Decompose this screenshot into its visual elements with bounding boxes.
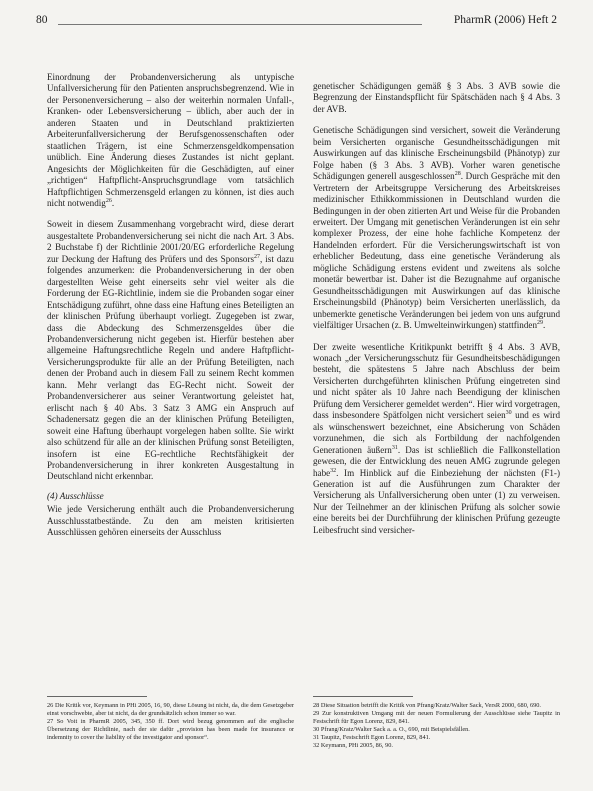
footnote-32: 32 Keymann, PHi 2005, 86, 90.	[313, 742, 393, 750]
journal-citation: PharmR (2006) Heft 2	[453, 14, 557, 26]
header-rule-left	[58, 24, 308, 25]
left-column	[47, 72, 294, 549]
page-header	[36, 14, 557, 32]
right-paragraph-3: Der zweite wesentliche Kritikpunkt betrifft § 4 Abs. 3 AVB, wonach „der Versicherungsschutz für Gesundheitsbeschädigungen besteht, die spätestens 5 Jahre nach Abschluss der beim Versicherten durchgeführten klinischen Prüfung eingetreten sind und nicht später als 10 Jahre nach Beendigung der klinischen Prüfung dem Versicherer gemeldet werden“. Hier wird vorgetragen, dass insbesondere Spätfolgen nicht versichert seien$^{30}$ und es wird als wünschenswert bezeichnet, eine Absicherung von Schäden vorzunehmen, die sich als Fortbildung der nachfolgenden Generationen äußern$^{31}$. Das ist schließlich die Fallkonstellation gewesen, die der Entwicklung des neuen AMG zugrunde gelegen habe$^{32}$. Im Hinblick auf die Einbeziehung der nächsten (F1-) Generation ist auf die Ausführungen zum Charakter der Versicherung als Unfallversicherung oben unter (1) zu verweisen. Nur der Teilnehmer an der klinischen Prüfung als solcher sowie eine bereits bei der Durchführung der klinischen Prüfung gezeugte Leibesfrucht sind versicher-	[313, 341, 560, 535]
section-heading-ausschluesse: (4) Ausschlüsse	[47, 490, 104, 501]
header-rule-right	[302, 24, 422, 25]
footnote-31: 31 Taupitz, Festschrift Egon Lorenz, 829, 841.	[313, 734, 431, 742]
footnote-ref-27[interactable]: 27	[254, 253, 261, 260]
footnotes-right	[313, 702, 560, 751]
footnotes-left	[47, 702, 294, 742]
footnote-ref-28[interactable]: 28	[454, 171, 461, 178]
footnote-rule-left	[47, 696, 147, 697]
footnote-ref-32[interactable]: 32	[330, 467, 337, 474]
right-paragraph-1: genetischer Schädigungen gemäß § 3 Abs. 3 AVB sowie die Begrenzung der Einstandspflicht für Spätschäden nach § 4 Abs. 3 der AVB.	[313, 81, 560, 114]
footnote-ref-26[interactable]: 26	[105, 197, 112, 204]
footnote-27: 27 So Voit in PharmR 2005, 345, 350 ff. Dort wird bezug genommen auf die englische Übersetzung der Richtlinie, nach der sie dafür „provision has been made for insurance or indemnity to cover the liability of the investigator and sponsor“.	[47, 718, 294, 742]
footnote-ref-29[interactable]: 29	[537, 320, 543, 327]
footnote-29: 29 Zur konstruktiven Umgang mit der neuen Formulierung der Ausschlüsse siehe Taupitz in Festschrift für Egon Lorenz, 829, 841.	[313, 710, 560, 726]
page-number: 80	[36, 14, 48, 26]
footnote-28: 28 Diese Situation betrifft die Kritik von Pfrang/Kratz/Walter Sack, VersR 2000, 680, 690.	[313, 702, 542, 709]
footnote-rule-right	[313, 696, 413, 697]
left-paragraph-1: Einordnung der Probandenversicherung als untypische Unfallversicherung für den Patienten anspruchsbegrenzend. Wie in der Personenversicherung – also der weiterhin normalen Unfall-, Kranken- oder Lebensversicherung – üblich, aber auch der in anderen Staaten und in Deutschland praktizierten Arbeiterunfallversicherung der Berufsgenossenschaften oder staatlichen Trägern, ist eine Schmerzensgeldkompensation unüblich. Eine Änderung dieses Zustandes ist nicht geplant. Angesichts der Möglichkeiten für die Geschädigten, auf einer „richtigen“ Haftpflicht-Anspruchsgrundlage vom tatsächlich Haftpflichtigen Schmerzensgeld erlangen zu können, ist dies auch nicht notwendig$^{26}$.	[47, 72, 294, 208]
footnote-30: 30 Pfrang/Kratz/Walter Sack a. a. O., 690, mit Beispielsfällen.	[313, 726, 470, 734]
footnote-26: 26 Die Kritik vor, Keymann in PHi 2005, 16, 90, diese Lösung ist nicht, da, die dem Gesetzgeber einst vorschwebte, aber ist nicht, da der grundsätzlich schon immer so war.	[47, 702, 294, 718]
right-column	[313, 81, 560, 546]
right-paragraph-2: Genetische Schädigungen sind versichert, soweit die Veränderung beim Versicherten organische Gesundheitsschädigungen mit Auswirkungen auf das klinische Erscheinungsbild (Phänotyp) zur Folge haben (§ 3 Abs. 3 AVB). Vorher waren genetische Schädigungen generell ausgeschlossen$^{28}$. Durch Gespräche mit den Vertretern der Arbeitsgruppe Versicherung des Arbeitskreises medizinischer Ethikkommissionen in Deutschland wurden die Bedingungen in der oben zitierten Art und Weise für die Probanden erweitert. Der Umgang mit genetischen Veränderungen ist ein sehr komplexer Prozess, der eine hohe fachliche Kompetenz der Handelnden erfordert. Für die Versicherungswirtschaft ist von erheblicher Bedeutung, dass eine genetische Veränderung als mögliche Schädigung erstens evident und zweitens als solche monetär bewertbar ist. Daher ist die Bezugnahme auf organische Gesundheitsschädigungen mit Auswirkungen auf das klinische Erscheinungsbild (Phänotyp) beim Versicherten unerlässlich, da unbemerkte genetische Veränderungen bei jedem von uns aufgrund vielfältiger Ursachen (z. B. Umwelteinwirkungen) stattfinden$^{29}$.	[313, 125, 560, 331]
footnote-ref-30[interactable]: 30	[505, 410, 512, 417]
left-paragraph-3: Wie jede Versicherung enthält auch die Probandenversicherung Ausschlusstatbestände. Zu den am meisten kritisierten Ausschlüssen gehören einerseits der Ausschluss	[47, 504, 294, 538]
footnote-ref-31[interactable]: 31	[391, 444, 398, 451]
left-paragraph-2: Soweit in diesem Zusammenhang vorgebracht wird, diese derart ausgestaltete Probandenversicherung sei nicht die nach Art. 3 Abs. 2 Buchstabe f) der Richtlinie 2001/20/EG erforderliche Regelung zur Deckung der Haftung des Prüfers und des Sponsors$^{27}$, ist dazu folgendes anzumerken: die Probandenversicherung in der oben dargestellten Weise geht einerseits sehr viel weiter als die Forderung der EG-Richtlinie, indem sie die Probanden sogar einer Entschädigung zuführt, ohne dass eine Haftung eines Beteiligten an der klinischen Prüfung überhaupt vorliegt. Zugegeben ist zwar, dass die Abdeckung des Schmerzensgeldes über die Probandenversicherung nicht gegeben ist. Hierfür bestehen aber allgemeine Haftungsrechtliche Regeln und andere Haftpflicht-Versicherungsprodukte für alle an der Prüfung Beteiligten, nach denen der Proband auch in diesem Fall zu seinem Recht kommen kann. Mehr verlangt das EG-Recht nicht. Soweit der Probandenversicherer aus seiner Verantwortung geleistet hat, erlischt nach § 40 Abs. 3 Satz 3 AMG ein Anspruch auf Schadenersatz gegen die an der klinischen Prüfung Beteiligten, soweit eine Haftung überhaupt vorgelegen haben sollte. Sie wirkt also schützend für alle an der klinischen Prüfung sonst Beteiligten, insofern ist eine EG-rechtliche Rechtsfähigkeit der Probandenversicherung in ihrer konkreten Ausgestaltung in Deutschland nicht erkennbar.	[47, 219, 294, 482]
